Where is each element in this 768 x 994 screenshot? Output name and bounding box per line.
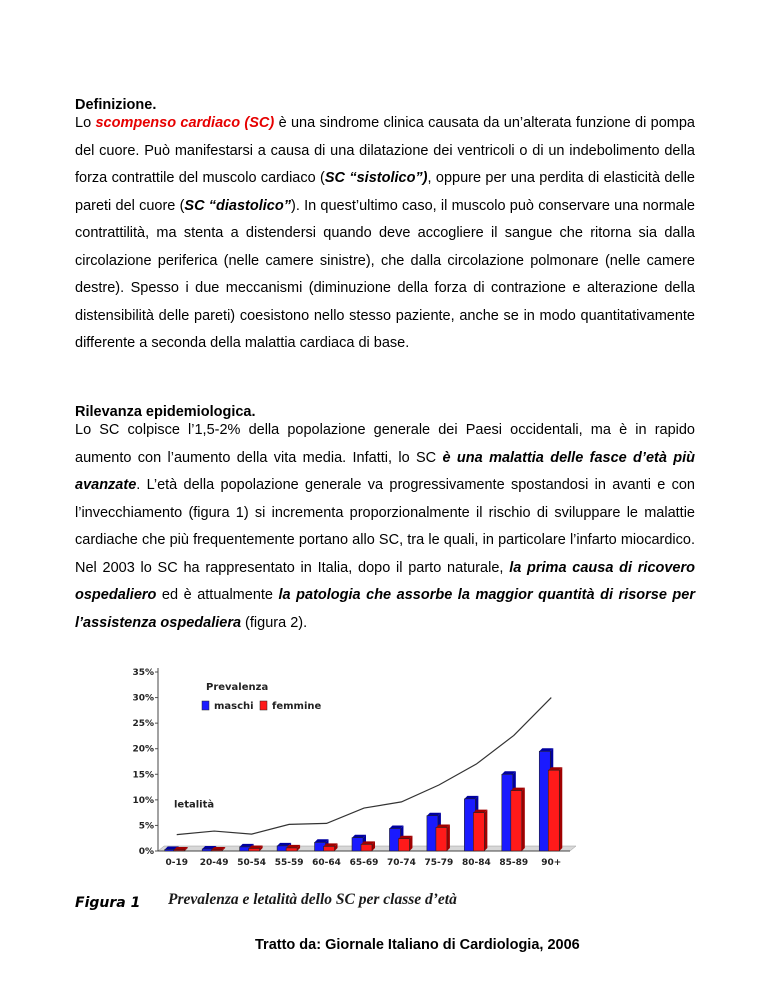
bar-femmine [548, 770, 559, 851]
figure-source: Tratto da: Giornale Italiano di Cardiologia, 2006 [255, 937, 580, 953]
emphasis-term: SC “sistolico”) [324, 170, 428, 186]
section-heading-definition: Definizione. [75, 97, 157, 113]
bar-femmine [174, 850, 185, 851]
x-tick-label: 55-59 [274, 858, 304, 868]
text-run: . L’età della popolazione generale va progressivamente spostandosi in avanti e con l’invecchiamento (figura 1) si incrementa proporzionalmente il rischio di sviluppare le malattie cardiache che più frequentemente portano allo SC, tra le quali, in particolare l’infarto miocardico. Nel 2003 lo SC ha rappresentato in Italia, dopo il parto naturale, [75, 477, 695, 576]
bar-femmine [398, 839, 409, 851]
definition-paragraph [75, 110, 695, 358]
bar-side [447, 824, 450, 851]
y-tick-label: 5% [138, 821, 154, 832]
emphasis-term: la patologia che assorbe la maggior quantità di risorse per l’assistenza ospedaliera [75, 587, 695, 631]
text-run: Lo [75, 115, 96, 131]
x-tick-label: 70-74 [387, 858, 416, 868]
x-tick-label: 80-84 [461, 858, 491, 868]
x-tick-label: 20-49 [199, 858, 229, 868]
y-tick-label: 10% [132, 795, 154, 806]
figure-label: Figura 1 [75, 895, 141, 911]
y-tick-label: 20% [132, 744, 154, 755]
emphasis-term: SC “diastolico” [184, 197, 291, 214]
bar-side [484, 810, 487, 851]
bar-femmine [436, 827, 447, 851]
y-tick-label: 35% [132, 668, 154, 678]
text-run: è una sindrome clinica causata da un’alterata funzione di pompa del cuore. Può manifestarsi a causa di una dilatazione dei ventricoli o di un indebolimento della forza contrattile del muscolo cardiaco ( [75, 115, 695, 186]
letalita-line [177, 698, 552, 835]
bar-femmine [249, 848, 260, 851]
x-tick-label: 60-64 [312, 858, 341, 868]
y-tick-label: 30% [132, 693, 154, 704]
bar-femmine [211, 850, 222, 851]
legend-swatch [260, 701, 267, 710]
x-tick-label: 90+ [541, 858, 562, 868]
text-run: ed è attualmente [156, 587, 279, 603]
x-tick-label: 85-89 [499, 858, 529, 868]
bar-side [559, 767, 562, 851]
text-run: , oppure per una perdita di elasticità delle pareti del cuore ( [75, 170, 695, 214]
legend-title: Prevalenza [206, 682, 269, 693]
prevalence-chart [130, 662, 590, 877]
highlight-term: scompenso cardiaco (SC) [95, 115, 275, 131]
y-tick-label: 15% [132, 770, 154, 781]
bar-femmine [361, 844, 372, 851]
x-tick-label: 0-19 [165, 858, 188, 868]
legend-label: maschi [214, 701, 254, 712]
x-tick-label: 65-69 [349, 858, 379, 868]
figure-caption: Prevalenza e letalità dello SC per classe d’età [168, 891, 457, 908]
x-tick-label: 50-54 [237, 858, 267, 868]
y-tick-label: 0% [138, 847, 154, 857]
text-run: (figura 2). [241, 614, 308, 631]
emphasis-term: la prima causa di ricovero ospedaliero [75, 559, 695, 603]
epidemiology-paragraph [75, 417, 695, 637]
bar-femmine [324, 846, 335, 851]
section-heading-epidemiology: Rilevanza epidemiologica. [75, 404, 256, 420]
legend-swatch [202, 701, 209, 710]
bar-femmine [511, 791, 522, 851]
emphasis-term: è una malattia delle fasce d’età più avanzate [75, 449, 695, 493]
legend-label: femmine [272, 701, 322, 712]
text-run: Lo SC colpisce l’1,5-2% della popolazione generale dei Paesi occidentali, ma è in rapido aumento con l’aumento della vita media. Infatti, lo SC [75, 422, 695, 466]
bar-femmine [286, 848, 297, 851]
text-run: ). In quest’ultimo caso, il muscolo può conservare una normale contrattilità, ma stenta a distendersi quando deve accogliere il sangue che ritorna sia dalla circolazione periferica (nelle camere sinistre), che dalla circolazione polmonare (nelle camere destre). Spesso i due meccanismi (diminuzione della forza di contrazione e alterazione della distensibilità delle pareti) coesistono nello stesso paziente, anche se in modo quantitativamente differente a seconda della malattia cardiaca di base. [75, 197, 695, 351]
letalita-label: letalità [174, 799, 215, 811]
x-tick-label: 75-79 [424, 858, 454, 868]
y-tick-label: 25% [132, 719, 154, 730]
bar-side [522, 788, 525, 851]
bar-femmine [473, 813, 484, 851]
